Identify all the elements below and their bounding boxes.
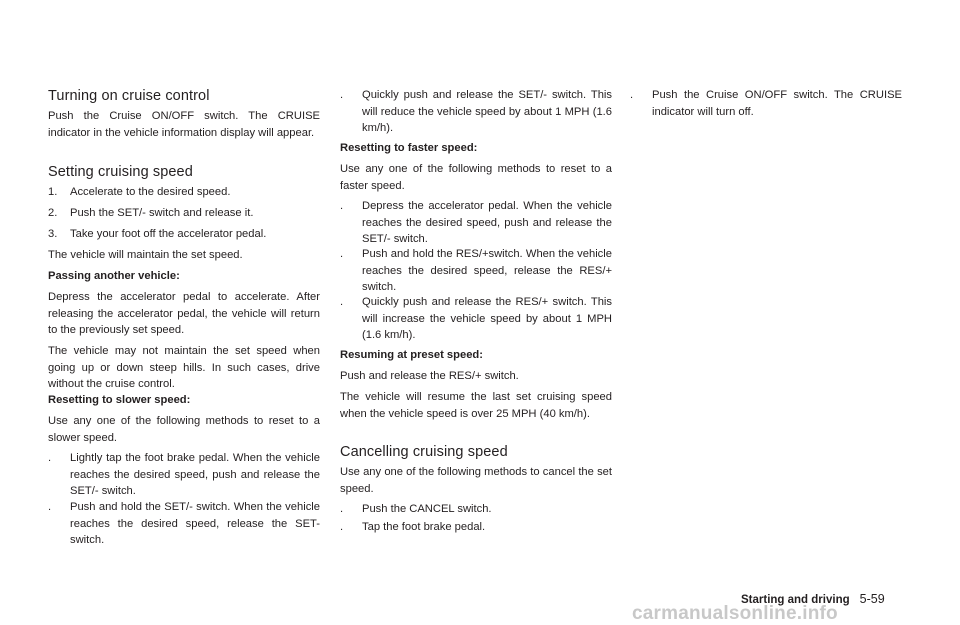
bullet-text: Push and hold the SET/- switch. When the vehicle reaches the desired speed, release the SET- switch.	[70, 501, 320, 546]
bullet-text: Quickly push and release the RES/+ switch. This will increase the vehicle speed by about 1 MPH (1.6 km/h).	[362, 296, 612, 341]
bullet-mark: .	[340, 521, 344, 533]
bullet-item	[48, 450, 320, 500]
bullet-item	[340, 501, 612, 518]
paragraph-resume-note: The vehicle will resume the last set cruising speed when the vehicle speed is over 25 MPH (40 km/h).	[340, 391, 612, 420]
bullet-text: Tap the foot brake pedal.	[362, 521, 486, 533]
bullet-text: Lightly tap the foot brake pedal. When the vehicle reaches the desired speed, push and release the SET/- switch.	[70, 452, 320, 497]
paragraph-cancel-intro: Use any one of the following methods to cancel the set speed.	[340, 466, 612, 495]
step-item	[48, 184, 320, 201]
step-text: Take your foot off the accelerator pedal.	[70, 228, 267, 240]
bullet-mark: .	[630, 89, 634, 101]
bullet-item	[340, 294, 612, 344]
bullet-text: Depress the accelerator pedal. When the vehicle reaches the desired speed, push and release the SET/- switch.	[362, 200, 612, 245]
step-number: 1.	[48, 186, 58, 198]
footer-section-title: Starting and driving	[741, 594, 850, 606]
bullet-text: Push the Cruise ON/OFF switch. The CRUISE indicator will turn off.	[652, 89, 902, 118]
paragraph-passing: Depress the accelerator pedal to accelerate. After releasing the accelerator pedal, the vehicle will return to the previously set speed.	[48, 291, 320, 336]
heading-turning-on: Turning on cruise control	[48, 88, 210, 104]
step-item	[48, 226, 320, 243]
paragraph-hills: The vehicle may not maintain the set speed when going up or down steep hills. In such cases, drive without the cruise control.	[48, 345, 320, 390]
subheading-slower: Resetting to slower speed:	[48, 394, 191, 406]
bullet-text: Quickly push and release the SET/- switch. This will reduce the vehicle speed by about 1 MPH (1.6 km/h).	[362, 89, 612, 134]
step-number: 2.	[48, 207, 58, 219]
bullet-mark: .	[340, 503, 344, 515]
paragraph-slower-intro: Use any one of the following methods to reset to a slower speed.	[48, 415, 320, 444]
bullet-mark: .	[340, 200, 344, 212]
subheading-resuming: Resuming at preset speed:	[340, 349, 483, 361]
step-number: 3.	[48, 228, 58, 240]
footer-page-number: 5-59	[859, 592, 885, 606]
bullet-item	[340, 519, 612, 536]
bullet-item	[630, 87, 902, 120]
paragraph-resuming: Push and release the RES/+ switch.	[340, 370, 519, 382]
bullet-item	[48, 499, 320, 549]
heading-setting-speed: Setting cruising speed	[48, 164, 193, 180]
subheading-passing: Passing another vehicle:	[48, 270, 180, 282]
step-item	[48, 205, 320, 222]
paragraph-turning-on: Push the Cruise ON/OFF switch. The CRUISE indicator in the vehicle information display will appear.	[48, 110, 320, 139]
watermark: carmanualsonline.info	[632, 603, 838, 624]
bullet-mark: .	[340, 296, 344, 308]
heading-cancelling: Cancelling cruising speed	[340, 444, 508, 460]
paragraph-faster-intro: Use any one of the following methods to reset to a faster speed.	[340, 163, 612, 192]
bullet-mark: .	[340, 89, 344, 101]
bullet-mark: .	[48, 501, 52, 513]
bullet-item	[340, 198, 612, 248]
bullet-text: Push the CANCEL switch.	[362, 503, 492, 515]
step-text: Accelerate to the desired speed.	[70, 186, 231, 198]
bullet-mark: .	[48, 452, 52, 464]
subheading-faster: Resetting to faster speed:	[340, 142, 478, 154]
step-text: Push the SET/- switch and release it.	[70, 207, 254, 219]
bullet-mark: .	[340, 248, 344, 260]
bullet-text: Push and hold the RES/+switch. When the vehicle reaches the desired speed, release the RES/+ switch.	[362, 248, 612, 293]
bullet-item	[340, 87, 612, 137]
bullet-item	[340, 246, 612, 296]
paragraph-maintain: The vehicle will maintain the set speed.	[48, 249, 243, 261]
